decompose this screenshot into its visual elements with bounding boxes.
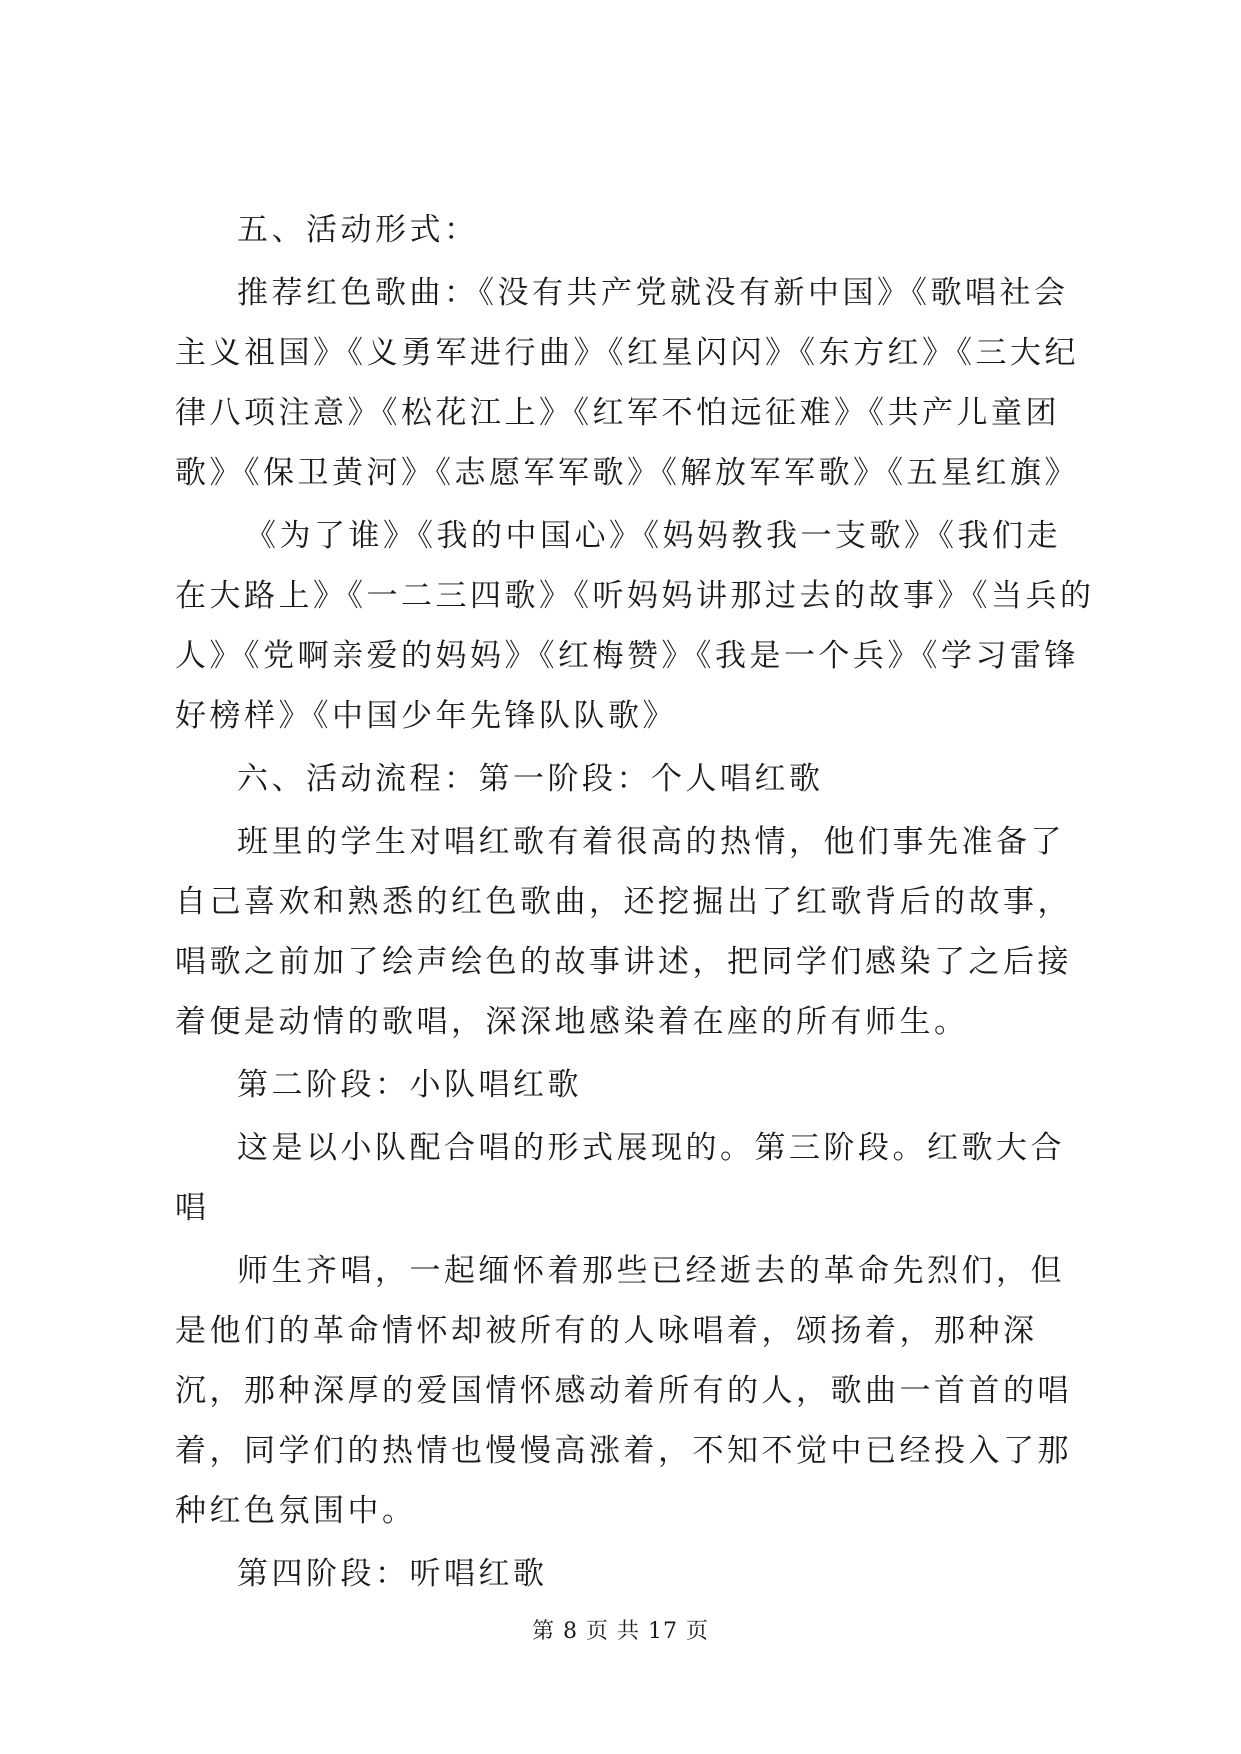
subheading-stage-four: 第四阶段：听唱红歌 [237, 1556, 548, 1592]
paragraph-stage-three: 师生齐唱，一起缅怀着那些已经逝去的革命先烈们，但是他们的革命情怀却被所有的人咏唱着，颂扬着，那种深沉，那种深厚的爱国情怀感动着所有的人，歌曲一首首的唱着，同学们的热情也慢慢高涨着，不知不觉中已经投入了那种红色氛围中。 [175, 1253, 1072, 1529]
section-heading-activity-form: 五、活动形式： [237, 212, 479, 248]
paragraph-stage-one: 班里的学生对唱红歌有着很高的热情，他们事先准备了自己喜欢和熟悉的红色歌曲，还挖掘出了红歌背后的故事，唱歌之前加了绘声绘色的故事讲述，把同学们感染了之后接着便是动情的歌唱，深深地感染着在座的所有师生。 [175, 824, 1072, 1040]
subheading-stage-two: 第二阶段：小队唱红歌 [237, 1067, 582, 1103]
section-heading-activity-process: 六、活动流程：第一阶段：个人唱红歌 [237, 761, 824, 797]
paragraph-stage-two: 这是以小队配合唱的形式展现的。第三阶段。红歌大合唱 [175, 1130, 1065, 1226]
document-body [175, 200, 1095, 1607]
paragraph-recommended-songs-continued: 《为了谁》《我的中国心》《妈妈教我一支歌》《我们走在大路上》《一二三四歌》《听妈妈讲那过去的故事》《当兵的人》《党啊亲爱的妈妈》《红梅赞》《我是一个兵》《学习雷锋好榜样》《中国少年先锋队队歌》 [175, 518, 1095, 734]
paragraph-recommended-songs: 推荐红色歌曲：《没有共产党就没有新中国》《歌唱社会主义祖国》《义勇军进行曲》《红星闪闪》《东方红》《三大纪律八项注意》《松花江上》《红军不怕远征难》《共产儿童团歌》《保卫黄河》《志愿军军歌》《解放军军歌》《五星红旗》 [175, 275, 1079, 491]
page-number-footer: 第 8 页 共 17 页 [532, 1619, 709, 1644]
